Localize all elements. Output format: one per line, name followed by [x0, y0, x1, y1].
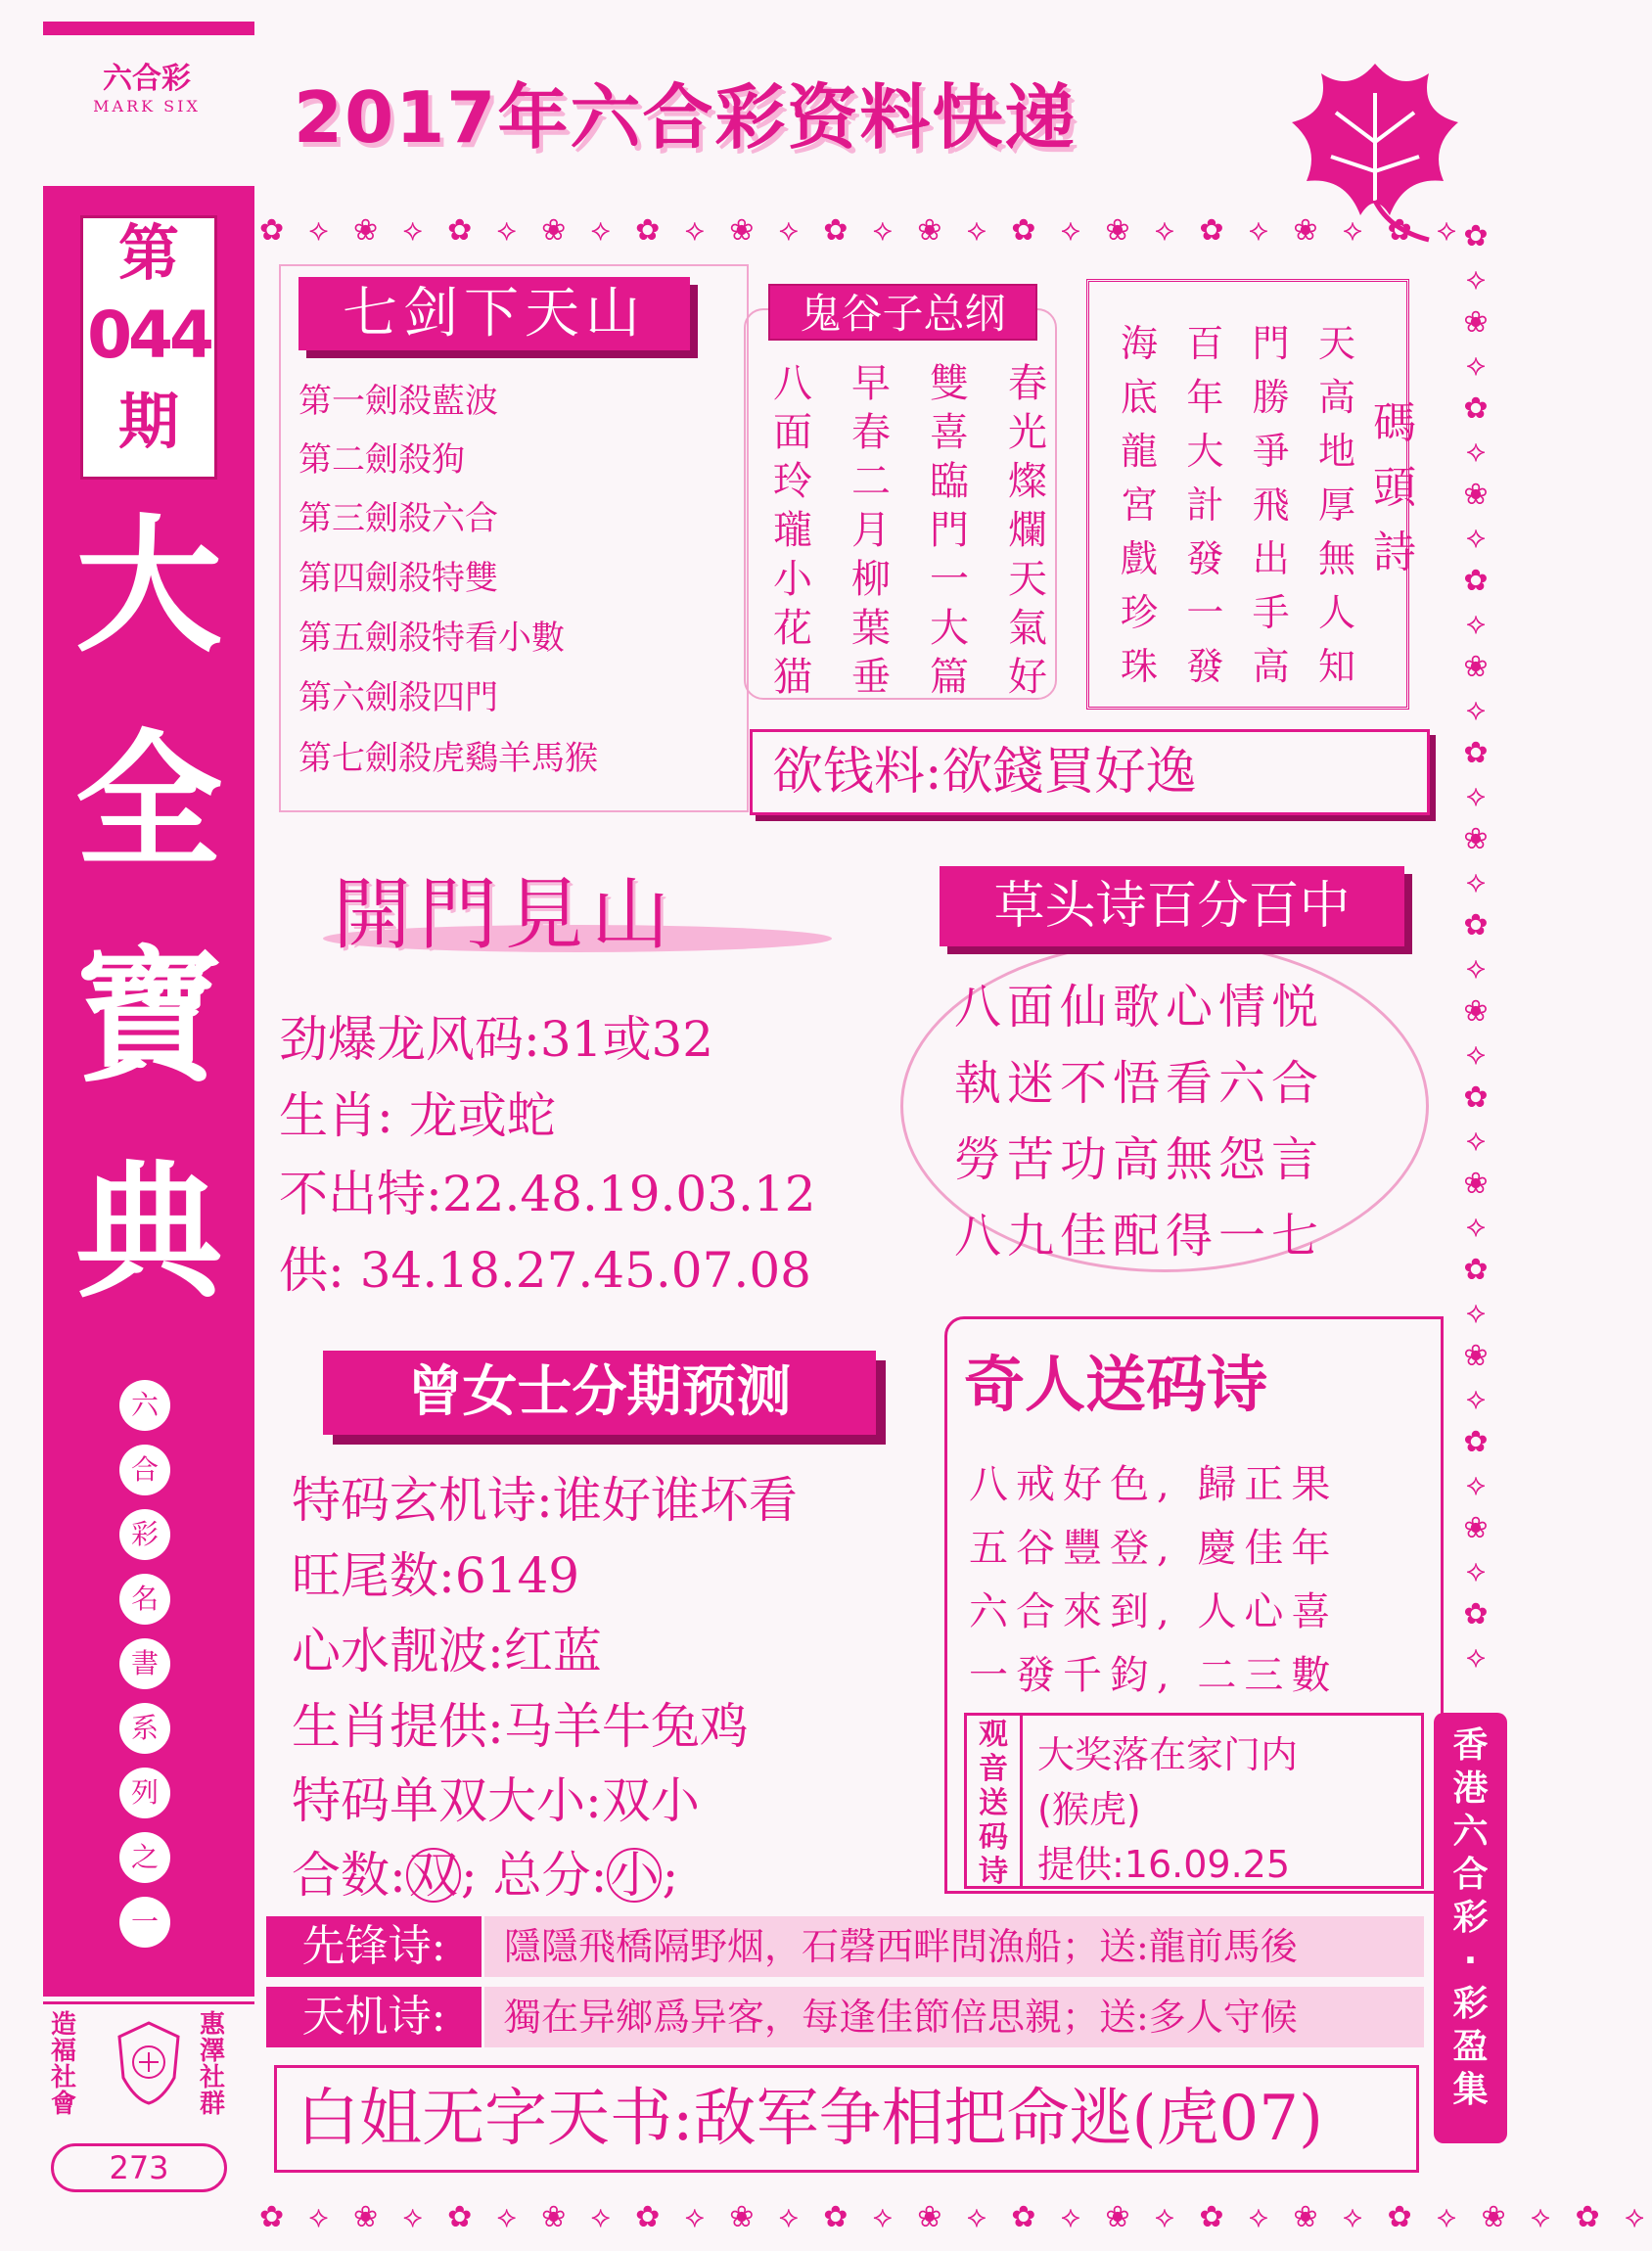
- qijian-item: 第一劍殺藍波: [298, 382, 498, 421]
- big-title-char: 典: [74, 1148, 222, 1318]
- series-char: 列: [119, 1768, 170, 1818]
- heshu-end: ;: [662, 1847, 679, 1904]
- zeng-line: 心水靓波:红蓝: [292, 1623, 602, 1679]
- guiguzi-char: 面: [773, 410, 812, 455]
- issue-box: [80, 215, 217, 480]
- xianfeng-text: 隱隱飛橋隔野烟，石磬西畔問漁船；送:龍前馬後: [484, 1916, 1424, 1977]
- zeng-title: 曾女士分期预测: [323, 1351, 876, 1435]
- series-char: 書: [119, 1638, 170, 1689]
- matou-row: [1121, 475, 1355, 528]
- qiren-line: 一發千鈞, 二三數: [969, 1653, 1339, 1698]
- series-char: 彩: [119, 1509, 170, 1560]
- matou-char: 天: [1317, 322, 1355, 365]
- emblem-char: 造: [51, 2010, 77, 2040]
- matou-char: 百: [1186, 322, 1224, 365]
- matou-char: 厚: [1317, 483, 1355, 527]
- caotou-title: 草头诗百分百中: [940, 866, 1404, 946]
- matou-char: 大: [1186, 430, 1224, 473]
- guiguzi-char: 春: [1008, 361, 1047, 406]
- guiguzi-row: [773, 646, 1047, 702]
- qijian-item: 第三劍殺六合: [298, 499, 498, 538]
- guiguzi-row: [773, 401, 1047, 457]
- guiguzi-char: 光: [1008, 410, 1047, 455]
- crest-icon: [114, 2019, 184, 2107]
- matou-char: 宮: [1121, 483, 1159, 527]
- guiguzi-char: 氣: [1008, 606, 1047, 651]
- issue-number: 044: [87, 298, 210, 373]
- series-char: 一: [119, 1897, 170, 1948]
- heshu-value: 双: [406, 1848, 461, 1903]
- yuqian-box: 欲钱料:欲錢買好逸: [750, 729, 1430, 815]
- matou-char: 計: [1186, 483, 1224, 527]
- matou-row: [1121, 421, 1355, 475]
- banner-char: 彩: [1452, 1984, 1489, 2024]
- zeng-line: 生肖提供:马羊牛兔鸡: [292, 1698, 749, 1755]
- matou-char: 人: [1317, 591, 1355, 634]
- matou-char: 知: [1317, 645, 1355, 688]
- xianfeng-label: 先锋诗:: [266, 1916, 482, 1977]
- guiguzi-char: 小: [773, 557, 812, 602]
- qijian-item: 第四劍殺特雙: [298, 559, 498, 598]
- qijian-item: 第二劍殺狗: [298, 440, 465, 480]
- guanyin-tag-text: 观音送码诗: [979, 1718, 1008, 1889]
- emblem-char: 社: [200, 2063, 226, 2092]
- series-char: 六: [119, 1380, 170, 1431]
- guiguzi-char: 爛: [1008, 508, 1047, 553]
- logo-english: MARK SIX: [93, 97, 201, 115]
- caotou-line: 執迷不悟看六合: [954, 1056, 1325, 1111]
- matou-char: 飛: [1252, 483, 1290, 527]
- heshu-label: 合数:: [292, 1847, 406, 1904]
- guiguzi-char: 八: [773, 361, 812, 406]
- emblem-char: 惠: [200, 2010, 226, 2040]
- series-char: 之: [119, 1832, 170, 1883]
- matou-char: 珍: [1121, 591, 1159, 634]
- qijian-item: 第七劍殺虎鷄羊馬猴: [298, 739, 598, 778]
- ornament-column-right: ✿ ⟡ ❀ ⟡ ✿ ⟡ ❀ ⟡ ✿ ⟡ ❀ ⟡ ✿ ⟡ ❀ ⟡ ✿ ⟡ ❀ ⟡ ✿ ⟡ ❀ ⟡ ✿ ⟡ ❀ ⟡ ✿ ⟡ ❀ ⟡ ✿ ⟡: [1463, 219, 1489, 1675]
- emblem-char: 福: [51, 2037, 77, 2066]
- guiguzi-char: 門: [930, 508, 969, 553]
- guiguzi-char: 雙: [930, 361, 969, 406]
- guanyin-line: 提供:16.09.25: [1037, 1843, 1291, 1886]
- qijian-item: 第六劍殺四門: [298, 678, 498, 717]
- guiguzi-title: 鬼谷子总纲: [768, 284, 1037, 341]
- emblem-char: 社: [51, 2063, 77, 2092]
- tianji-label: 天机诗:: [266, 1987, 482, 2047]
- matou-char: 門: [1252, 322, 1290, 365]
- issue-prefix: 第: [117, 217, 179, 289]
- zeng-heshu-line: [292, 1836, 678, 1906]
- banner-char: 六: [1452, 1812, 1489, 1852]
- guiguzi-char: 葉: [851, 606, 891, 651]
- big-title-char: 大: [74, 502, 222, 672]
- matou-row: [1121, 367, 1355, 421]
- matou-title-char: 碼: [1373, 398, 1416, 448]
- banner-char: 盈: [1452, 2027, 1489, 2067]
- issue-suffix: 期: [117, 386, 179, 457]
- matou-char: 高: [1252, 645, 1290, 688]
- top-bar: [43, 22, 254, 35]
- guiguzi-row: [773, 450, 1047, 506]
- matou-row: [1121, 582, 1355, 636]
- page-title: 2017年六合彩资料快递: [294, 76, 1078, 159]
- guiguzi-char: 燦: [1008, 459, 1047, 504]
- guiguzi-char: 喜: [930, 410, 969, 455]
- zeng-line: 特码玄机诗:谁好谁坏看: [292, 1472, 798, 1529]
- qijian-item: 第五劍殺特看小數: [298, 619, 565, 658]
- emblem-block: [43, 2001, 254, 2119]
- qiren-line: 八戒好色, 歸正果: [969, 1462, 1339, 1507]
- ornament-row-top: ✿ ⟡ ❀ ⟡ ✿ ⟡ ❀ ⟡ ✿ ⟡ ❀ ⟡ ✿ ⟡ ❀ ⟡ ✿ ⟡ ❀ ⟡ ✿ ⟡ ❀ ⟡ ✿ ⟡: [259, 213, 1464, 248]
- emblem-left-text: [51, 2012, 110, 2118]
- guiguzi-char: 臨: [930, 459, 969, 504]
- matou-row: [1121, 313, 1355, 367]
- qiren-line: 五谷豐登, 慶佳年: [969, 1526, 1339, 1571]
- guanyin-tag: [964, 1713, 1023, 1889]
- guanyin-line: (猴虎): [1037, 1788, 1141, 1831]
- guiguzi-char: 猫: [773, 655, 812, 700]
- matou-char: 爭: [1252, 430, 1290, 473]
- big-title-char: 全: [74, 717, 222, 888]
- guiguzi-char: 早: [851, 361, 891, 406]
- guiguzi-char: 春: [851, 410, 891, 455]
- banner-char: 港: [1452, 1769, 1489, 1809]
- matou-char: 龍: [1121, 430, 1159, 473]
- matou-char: 年: [1186, 376, 1224, 419]
- guiguzi-row: [773, 352, 1047, 408]
- guiguzi-row: [773, 548, 1047, 604]
- emblem-right-text: [200, 2012, 249, 2118]
- emblem-char: 會: [51, 2090, 77, 2119]
- series-char: 系: [119, 1703, 170, 1754]
- qijian-title: 七剑下天山: [298, 277, 690, 350]
- banner-char: 彩: [1452, 1898, 1489, 1938]
- matou-char: 發: [1186, 645, 1224, 688]
- guanyin-line: 大奖落在家门内: [1037, 1733, 1299, 1776]
- banner-char: 合: [1452, 1855, 1489, 1895]
- series-label: [119, 1380, 178, 1961]
- matou-char: 勝: [1252, 376, 1290, 419]
- qiren-line: 六合來到, 人心喜: [969, 1589, 1339, 1634]
- banner-char: 集: [1452, 2070, 1489, 2110]
- matou-char: 無: [1317, 537, 1355, 580]
- guiguzi-char: 大: [930, 606, 969, 651]
- mark-six-logo: [59, 54, 235, 147]
- matou-char: 地: [1317, 430, 1355, 473]
- matou-row: [1121, 528, 1355, 582]
- zeng-line: 旺尾数:6149: [292, 1547, 580, 1604]
- zongfen-value: 小: [607, 1848, 662, 1903]
- caotou-line: 八面仙歌心情悦: [954, 980, 1325, 1034]
- matou-char: 出: [1252, 537, 1290, 580]
- guiguzi-char: 二: [851, 459, 891, 504]
- guiguzi-char: 天: [1008, 557, 1047, 602]
- banner-char: ·: [1463, 1941, 1478, 1981]
- guiguzi-char: 瓏: [773, 508, 812, 553]
- page-number: 273: [51, 2143, 227, 2192]
- matou-row: [1121, 636, 1355, 690]
- guiguzi-row: [773, 499, 1047, 555]
- qiren-title: 奇人送码诗: [964, 1349, 1268, 1420]
- kaimen-line: 生肖: 龙或蛇: [279, 1087, 556, 1144]
- caotou-line: 八九佳配得一七: [954, 1209, 1325, 1263]
- tianji-text: 獨在异鄉爲异客，每逢佳節倍思親；送:多人守候: [484, 1987, 1424, 2047]
- matou-char: 高: [1317, 376, 1355, 419]
- guiguzi-char: 玲: [773, 459, 812, 504]
- guiguzi-char: 好: [1008, 655, 1047, 700]
- big-title-char: 寶: [74, 933, 222, 1103]
- kaimen-line: 供: 34.18.27.45.07.08: [279, 1242, 811, 1299]
- kaimen-line: 不出特:22.48.19.03.12: [279, 1166, 816, 1222]
- zongfen-label: ; 总分:: [460, 1847, 608, 1904]
- guiguzi-char: 篇: [930, 655, 969, 700]
- matou-side-title: [1370, 391, 1419, 585]
- matou-char: 底: [1121, 376, 1159, 419]
- matou-title-char: 頭: [1373, 463, 1416, 513]
- matou-char: 一: [1186, 591, 1224, 634]
- guiguzi-char: 月: [851, 508, 891, 553]
- emblem-char: 群: [200, 2090, 226, 2119]
- guiguzi-char: 垂: [851, 655, 891, 700]
- zeng-line: 特码单双大小:双小: [292, 1772, 700, 1829]
- matou-char: 手: [1252, 591, 1290, 634]
- caotou-line: 勞苦功高無怨言: [954, 1132, 1325, 1187]
- banner-char: 香: [1452, 1725, 1489, 1766]
- kaimen-title: 開門見山: [333, 869, 677, 960]
- series-char: 合: [119, 1445, 170, 1495]
- matou-char: 海: [1121, 322, 1159, 365]
- ornament-row-bottom: ✿ ⟡ ❀ ⟡ ✿ ⟡ ❀ ⟡ ✿ ⟡ ❀ ⟡ ✿ ⟡ ❀ ⟡ ✿ ⟡ ❀ ⟡ ✿ ⟡ ❀ ⟡ ✿ ⟡ ❀ ⟡ ✿ ⟡: [259, 2200, 1652, 2234]
- logo-chinese: 六合彩: [103, 62, 191, 96]
- guiguzi-char: 花: [773, 606, 812, 651]
- baijie-box: 白姐无字天书:敌军争相把命逃(虎07): [274, 2065, 1419, 2173]
- guiguzi-row: [773, 597, 1047, 653]
- matou-title-char: 詩: [1373, 528, 1416, 577]
- guiguzi-char: 柳: [851, 557, 891, 602]
- right-vertical-banner: [1434, 1713, 1507, 2143]
- matou-char: 發: [1186, 537, 1224, 580]
- matou-char: 珠: [1121, 645, 1159, 688]
- series-char: 名: [119, 1574, 170, 1625]
- emblem-char: 澤: [200, 2037, 226, 2066]
- guiguzi-char: 一: [930, 557, 969, 602]
- matou-char: 戲: [1121, 537, 1159, 580]
- kaimen-line: 劲爆龙风码:31或32: [279, 1011, 714, 1068]
